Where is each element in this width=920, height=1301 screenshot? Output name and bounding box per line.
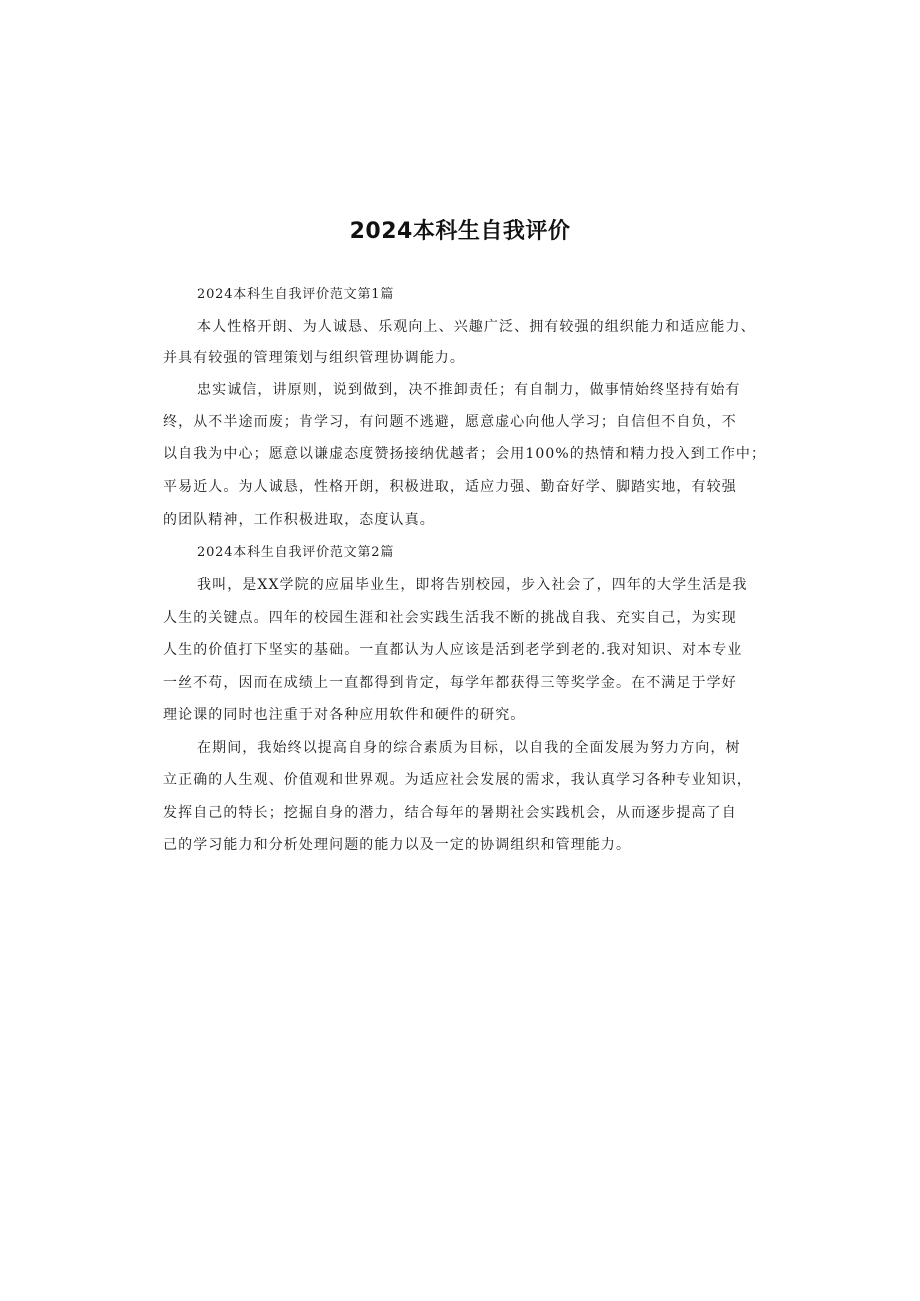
paragraph-line: 平易近人。为人诚恳，性格开朗，积极进取，适应力强、勤奋好学、脚踏实地，有较强 [163, 479, 737, 495]
paragraph-line: 己的学习能力和分析处理问题的能力以及一定的协调组织和管理能力。 [163, 837, 632, 853]
paragraph-line: 我叫，是XX学院的应届毕业生，即将告别校园，步入社会了，四年的大学生活是我 [197, 577, 748, 593]
paragraph-line: 发挥自己的特长；挖掘自身的潜力，结合每年的暑期社会实践机会，从而逐步提高了自 [163, 805, 737, 821]
paragraph-line: 在期间，我始终以提高自身的综合素质为目标，以自我的全面发展为努力方向，树 [197, 740, 741, 756]
paragraph-line: 的团队精神，工作积极进取，态度认真。 [163, 512, 435, 528]
section-heading: 2024本科生自我评价范文第2篇 [197, 545, 395, 560]
paragraph-line: 忠实诚信，讲原则，说到做到，决不推卸责任；有自制力，做事情始终坚持有始有 [197, 382, 741, 398]
paragraph-line: 终，从不半途而废；肯学习，有问题不逃避，愿意虚心向他人学习；自信但不自负，不 [163, 414, 737, 430]
paragraph-line: 人生的价值打下坚实的基础。一直都认为人应该是活到老学到老的.我对知识、对本专业 [163, 642, 743, 658]
document-title: 2024本科生自我评价 [349, 219, 571, 244]
paragraph-line: 并具有较强的管理策划与组织管理协调能力。 [163, 350, 465, 366]
paragraph-line: 理论课的同时也注重于对各种应用软件和硬件的研究。 [163, 707, 526, 723]
paragraph-line: 人生的关键点。四年的校园生涯和社会实践生活我不断的挑战自我、充实自己，为实现 [163, 610, 737, 626]
paragraph-line: 本人性格开朗、为人诚恳、乐观向上、兴趣广泛、拥有较强的组织能力和适应能力、 [197, 319, 756, 335]
section-heading: 2024本科生自我评价范文第1篇 [197, 287, 395, 302]
paragraph-line: 一丝不苟，因而在成绩上一直都得到肯定，每学年都获得三等奖学金。在不满足于学好 [163, 675, 737, 691]
paragraph-line: 以自我为中心；愿意以谦虚态度赞扬接纳优越者；会用100%的热情和精力投入到工作中； [163, 446, 767, 462]
paragraph-line: 立正确的人生观、价值观和世界观。为适应社会发展的需求，我认真学习各种专业知识， [163, 772, 752, 788]
